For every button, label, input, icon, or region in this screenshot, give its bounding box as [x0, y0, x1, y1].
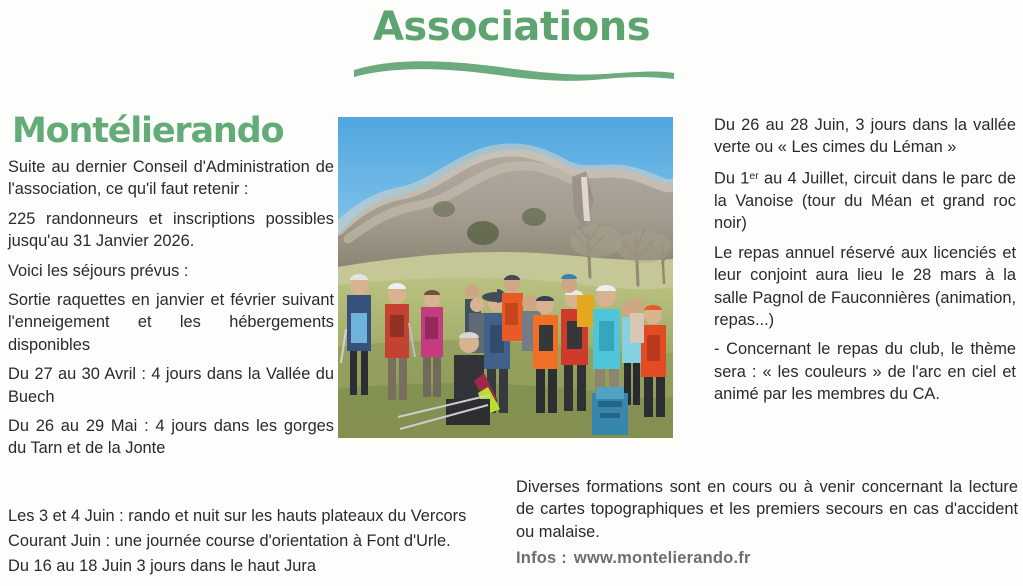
paragraph-mai: Du 26 au 29 Mai : 4 jours dans les gorges du Tarn et de la Jonte — [8, 417, 334, 458]
paragraph-sejours-heading: Voici les séjours prévus : — [8, 261, 189, 280]
paragraph-members: 225 randonneurs et inscriptions possibles jusqu'au 31 Janvier 2026. — [8, 209, 334, 251]
paragraph-vercors: Les 3 et 4 Juin : rando et nuit sur les hauts plateaux du Vercors — [8, 507, 467, 525]
bottom-right-text — [516, 476, 1018, 568]
paragraph-haut-jura: Du 16 au 18 Juin 3 jours dans le haut Jura — [8, 557, 316, 575]
left-text-column — [8, 112, 334, 467]
paragraph-theme-couleurs: - Concernant le repas du club, le thème sera : « les couleurs » de l'arc en ciel et animé par les membres du CA. — [714, 340, 1016, 404]
juillet-prefix: Du 1 — [714, 169, 750, 188]
infos-url[interactable]: www.montelierando.fr — [573, 549, 751, 568]
paragraph-font-durle: Courant Juin : une journée course d'orientation à Font d'Urle. — [8, 532, 451, 550]
juillet-rest: au 4 Juillet, circuit dans le parc de la Vanoise (tour du Méan et grand roc noir) — [714, 169, 1016, 233]
ordinal-suffix: er — [749, 170, 759, 182]
paragraph-avril: Du 27 au 30 Avril : 4 jours dans la Vallée du Buech — [8, 365, 334, 406]
paragraph-juillet-vanoise — [714, 166, 1016, 235]
photo-illustration — [338, 117, 673, 438]
infos-line — [516, 549, 1018, 568]
paragraph-juin-leman: Du 26 au 28 Juin, 3 jours dans la vallée verte ou « Les cimes du Léman » — [714, 116, 1016, 157]
infos-label: Infos : — [516, 549, 567, 568]
group-hikers-photo — [338, 117, 673, 438]
right-text-column — [714, 114, 1016, 413]
bottom-left-text — [8, 505, 508, 580]
paragraph-intro: Suite au dernier Conseil d'Administration de l'association, ce qu'il faut retenir : — [8, 158, 334, 199]
swoosh-divider-icon — [352, 52, 676, 86]
paragraph-formations: Diverses formations sont en cours ou à venir concernant la lecture de cartes topographiques et les premiers secours en cas d'accident ou malaise. — [516, 478, 1018, 541]
section-title: Associations — [372, 4, 651, 50]
article-title: Montélierando — [12, 111, 284, 151]
paragraph-raquettes: Sortie raquettes en janvier et février suivant l'enneigement et les hébergements disponibles — [8, 291, 334, 354]
section-header — [0, 0, 1023, 95]
paragraph-repas-annuel: Le repas annuel réservé aux licenciés et leur conjoint aura lieu le 28 mars à la salle Pagnol de Fauconnières (animation, repas...) — [714, 243, 1016, 329]
